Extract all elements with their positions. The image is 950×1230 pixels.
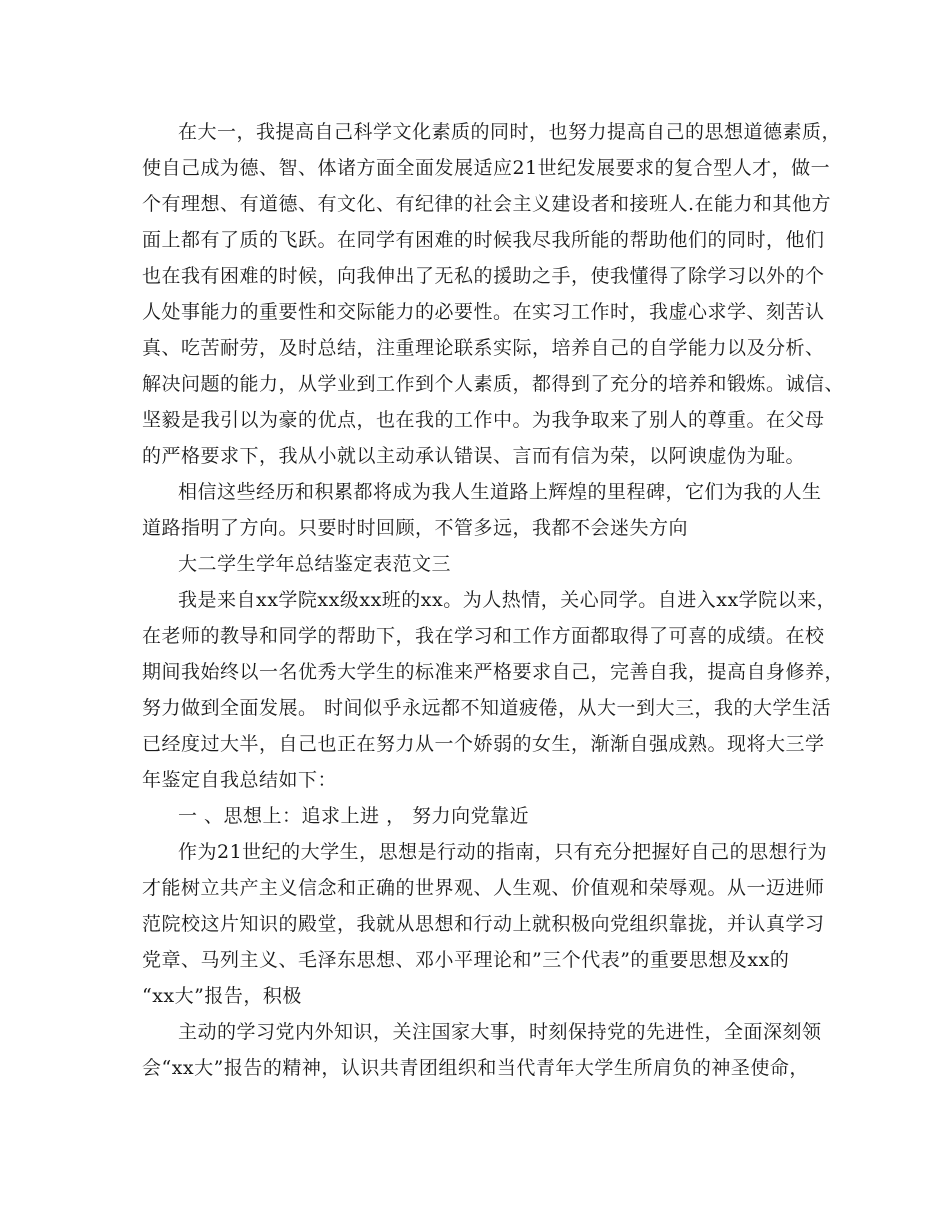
text-line: 个有理想、有道德、有文化、有纪律的社会主义建设者和接班人.在能力和其他方 bbox=[142, 193, 832, 215]
text-line: 作为21世纪的大学生，思想是行动的指南，只有充分把握好自己的思想行为 bbox=[178, 841, 828, 863]
text-line: 期间我始终以一名优秀大学生的标准来严格要求自己，完善自我，提高自身修养， bbox=[142, 661, 845, 683]
text-line: 会“xx大”报告的精神，认识共青团组织和当代青年大学生所肩负的神圣使命， bbox=[142, 1057, 809, 1079]
text-line: 面上都有了质的飞跃。在同学有困难的时候我尽我所能的帮助他们的同时，他们 bbox=[142, 229, 825, 251]
section-title: 大二学生学年总结鉴定表范文三 bbox=[178, 553, 452, 575]
text-line: 相信这些经历和积累都将成为我人生道路上辉煌的里程碑，它们为我的人生 bbox=[178, 481, 822, 503]
text-line: 道路指明了方向。只要时时回顾，不管多远，我都不会迷失方向 bbox=[142, 517, 689, 539]
text-line: 使自己成为德、智、体诸方面全面发展适应21世纪发展要求的复合型人才，做一 bbox=[142, 157, 831, 179]
subsection-heading: 一 、思想上：追求上进 ， 努力向党靠近 bbox=[178, 805, 530, 827]
text-line: 年鉴定自我总结如下： bbox=[142, 769, 338, 791]
text-line: 真、吃苦耐劳，及时总结，注重理论联系实际，培养自己的自学能力以及分析、 bbox=[142, 337, 825, 359]
text-line: 已经度过大半，自己也正在努力从一个娇弱的女生，渐渐自强成熟。现将大三学 bbox=[142, 733, 825, 755]
text-line: 主动的学习党内外知识，关注国家大事，时刻保持党的先进性，全面深刻领 bbox=[178, 1021, 822, 1043]
text-line: 也在我有困难的时候，向我伸出了无私的援助之手，使我懂得了除学习以外的个 bbox=[142, 265, 825, 287]
text-line: 党章、马列主义、毛泽东思想、邓小平理论和”三个代表”的重要思想及xx的 bbox=[142, 949, 790, 971]
text-line: 的严格要求下，我从小就以主动承认错误、言而有信为荣，以阿谀虚伪为耻。 bbox=[142, 445, 806, 467]
text-line: 努力做到全面发展。 时间似乎永远都不知道疲倦，从大一到大三，我的大学生活 bbox=[142, 697, 832, 719]
text-line: 人处事能力的重要性和交际能力的必要性。在实习工作时，我虚心求学、刻苦认 bbox=[142, 301, 825, 323]
text-line: 才能树立共产主义信念和正确的世界观、人生观、价值观和荣辱观。从一迈进师 bbox=[142, 877, 825, 899]
text-line: 在老师的教导和同学的帮助下，我在学习和工作方面都取得了可喜的成绩。在校 bbox=[142, 625, 825, 647]
text-line: 在大一，我提高自己科学文化素质的同时，也努力提高自己的思想道德素质， bbox=[178, 121, 842, 143]
text-line: “xx大”报告，积极 bbox=[142, 985, 302, 1007]
text-line: 坚毅是我引以为豪的优点，也在我的工作中。为我争取来了别人的尊重。在父母 bbox=[142, 409, 825, 431]
text-line: 我是来自xx学院xx级xx班的xx。为人热情，关心同学。自进入xx学院以来， bbox=[178, 589, 837, 611]
text-line: 范院校这片知识的殿堂，我就从思想和行动上就积极向党组织靠拢，并认真学习 bbox=[142, 913, 825, 935]
text-line: 解决问题的能力，从学业到工作到个人素质，都得到了充分的培养和锻炼。诚信、 bbox=[142, 373, 845, 395]
